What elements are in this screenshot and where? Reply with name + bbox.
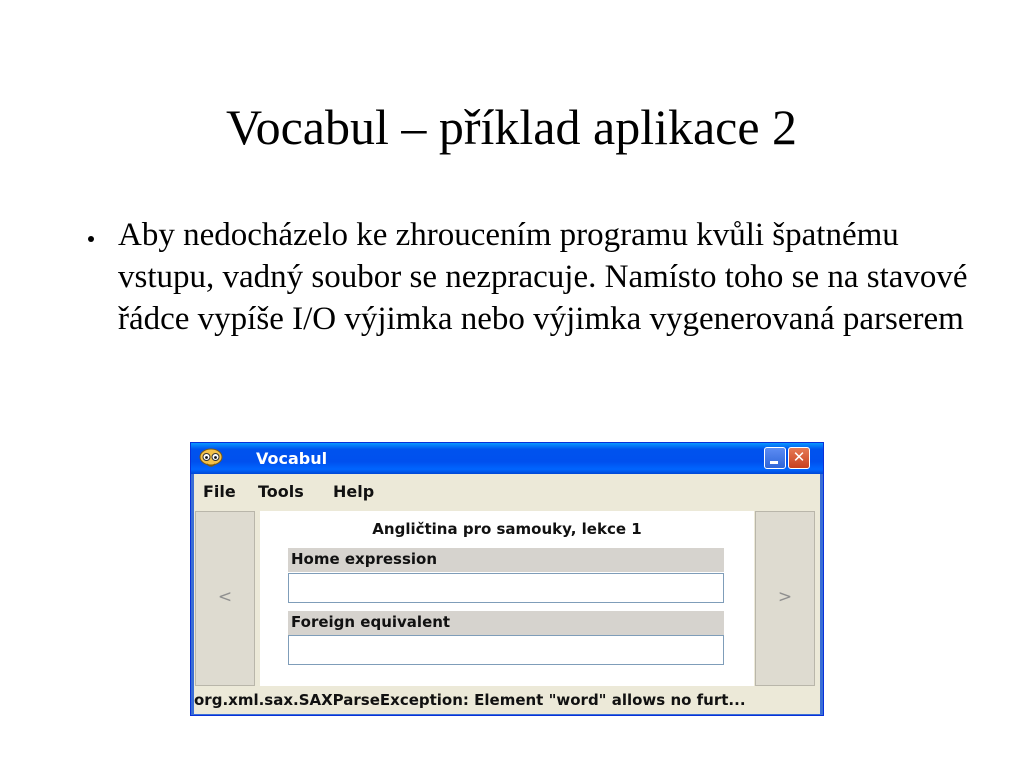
foreign-equivalent-input[interactable] xyxy=(288,635,724,665)
vocabul-window xyxy=(190,442,824,716)
bullet-item xyxy=(72,214,972,340)
slide-title: Vocabul – příklad aplikace 2 xyxy=(225,99,798,155)
menu-help[interactable]: Help xyxy=(333,482,375,501)
home-expression-input[interactable] xyxy=(288,573,724,603)
status-bar: org.xml.sax.SAXParseException: Element "word" allows no furt... xyxy=(194,688,820,714)
vocabul-app-icon xyxy=(198,447,224,469)
bullet-dot-icon xyxy=(88,236,94,242)
home-expression-label: Home expression xyxy=(288,548,724,572)
menu-bar xyxy=(194,474,820,508)
menu-tools[interactable]: Tools xyxy=(258,482,304,501)
card-panel xyxy=(260,511,754,686)
window-title: Vocabul xyxy=(256,449,328,468)
foreign-equivalent-label: Foreign equivalent xyxy=(288,611,724,635)
lesson-title: Angličtina pro samouky, lekce 1 xyxy=(372,520,642,538)
client-area xyxy=(194,508,820,688)
close-icon: ✕ xyxy=(792,448,806,466)
menu-file[interactable]: File xyxy=(203,482,236,501)
title-bar[interactable] xyxy=(191,443,823,474)
close-button[interactable] xyxy=(788,447,810,469)
bullet-text: Aby nedocházelo ke zhroucením programu kvůli špatnému vstupu, vadný soubor se nezpracuje. Namísto toho se na stavové řádce vypíše I/O výjimka nebo výjimka vygenerovaná parserem xyxy=(118,217,968,337)
next-button[interactable]: > xyxy=(755,511,815,686)
minimize-button[interactable] xyxy=(764,447,786,469)
minimize-icon xyxy=(770,461,778,464)
prev-button[interactable]: < xyxy=(195,511,255,686)
bullet-list xyxy=(72,214,972,340)
